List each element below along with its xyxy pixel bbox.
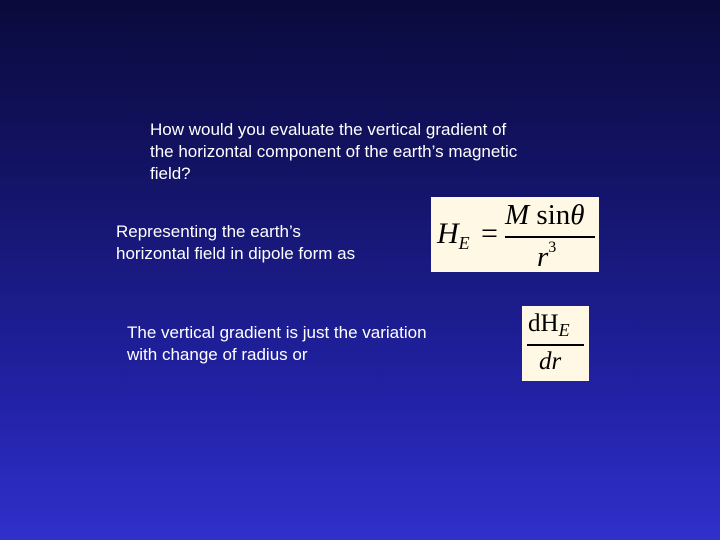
numerator-d: d [528,310,541,337]
numerator-angle: θ [570,199,585,231]
equation-lhs [437,217,470,254]
derivative-fraction-bar [527,344,584,346]
lhs-subscript: E [458,233,470,253]
derivative-equation [522,306,589,381]
denominator-var: r [537,241,549,273]
dipole-equation [431,197,599,272]
numerator-func: sin [529,199,571,231]
numerator-symbol: H [540,310,559,337]
denominator-exponent: 3 [548,239,557,256]
dipole-description-text: Representing the earth’s horizontal field in dipole form as [116,222,356,263]
numerator-subscript: E [558,320,570,340]
derivative-denominator: dr [539,348,562,375]
lhs-symbol: H [437,217,459,250]
equals-sign: = [481,217,498,250]
fraction-numerator [505,199,585,232]
numerator-var: M [505,199,530,231]
fraction-bar [505,236,595,238]
derivative-numerator [528,310,570,341]
question-text: How would you evaluate the vertical gradient of the horizontal component of the earth’s magnetic field? [150,120,518,183]
gradient-description-text: The vertical gradient is just the variation with change of radius or [127,323,427,364]
fraction-denominator [537,239,556,274]
